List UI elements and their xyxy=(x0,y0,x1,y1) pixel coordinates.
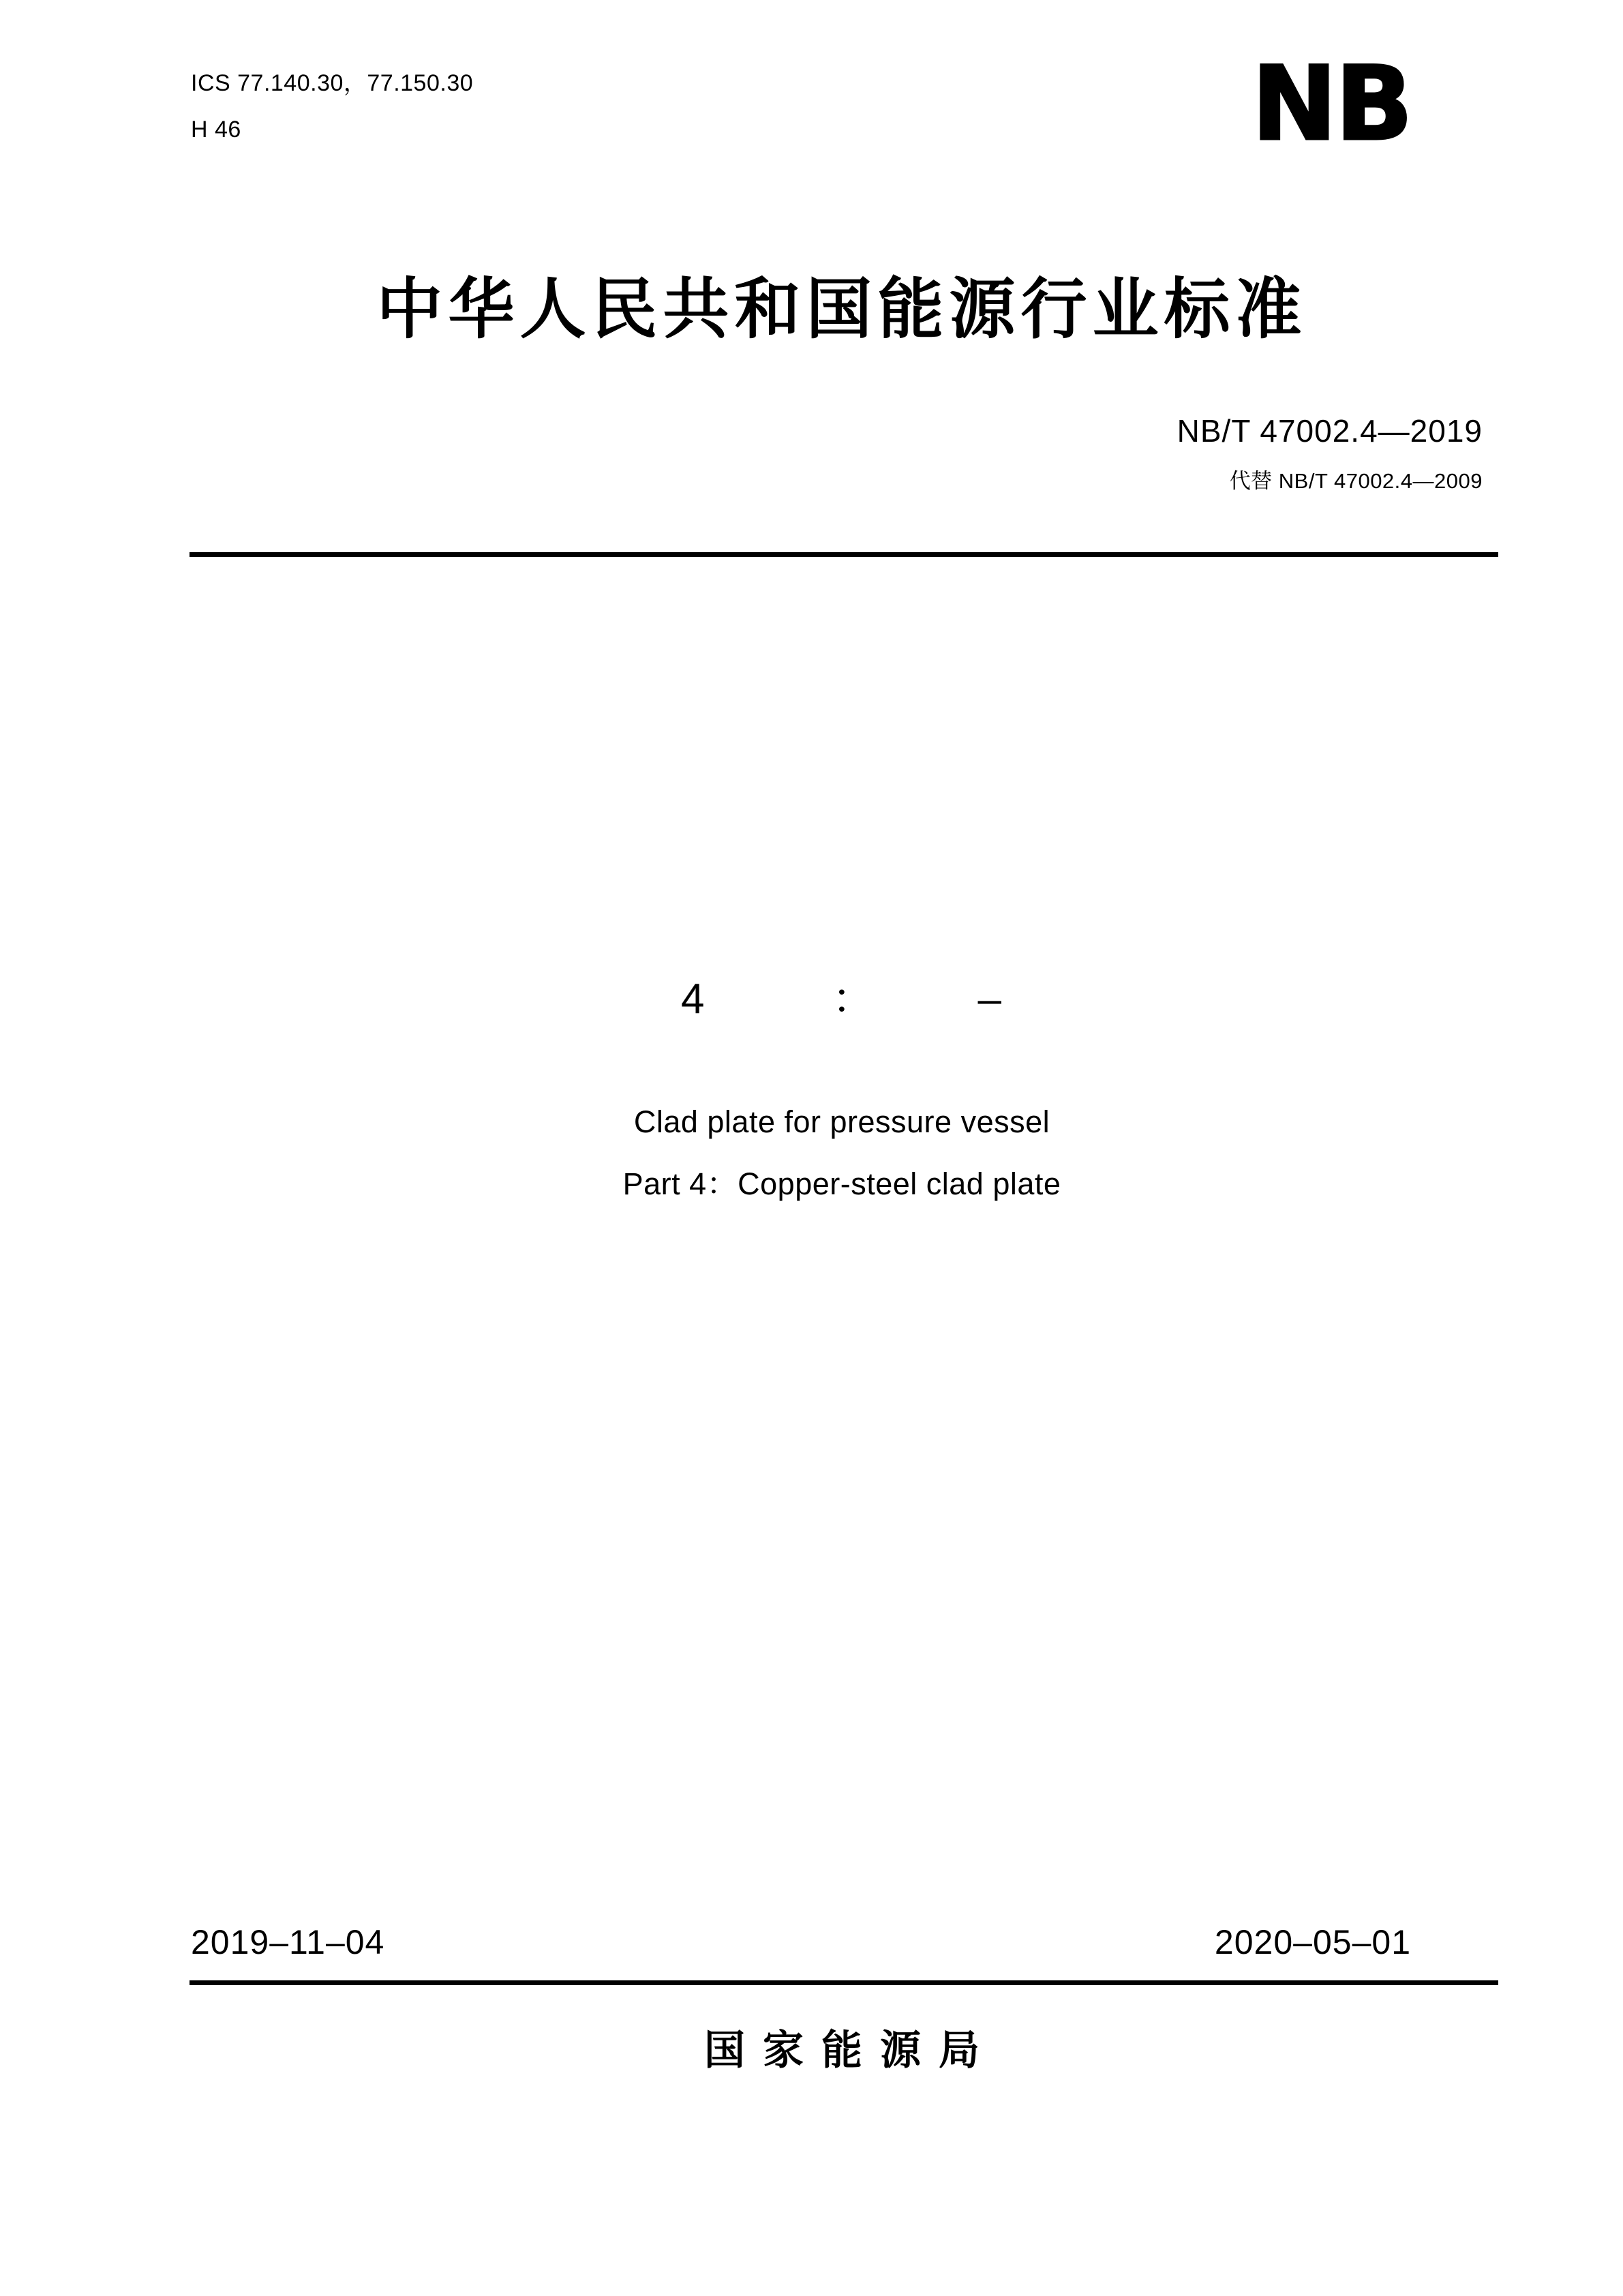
series-title-chinese: 中华人民共和国能源行业标准 xyxy=(376,271,1307,348)
ics-code: ICS 77.140.30，77.150.30 xyxy=(191,70,474,96)
title-colon: ： xyxy=(832,976,876,1023)
footer-divider-rule xyxy=(189,1980,1498,1985)
header-divider-rule xyxy=(189,552,1498,557)
title-chinese-line xyxy=(184,965,1500,1025)
standard-number: NB/T 47002.4—2019 xyxy=(1177,413,1483,449)
title-english-line2: Part 4：Copper-steel clad plate xyxy=(622,1166,1061,1201)
ics-classification-block xyxy=(191,72,473,141)
page-content xyxy=(184,0,1500,2296)
nb-logo: NB xyxy=(1252,45,1411,164)
title-part-number: 4 xyxy=(681,976,706,1023)
title-dash: – xyxy=(977,976,1003,1023)
ccs-code: H 46 xyxy=(191,117,241,142)
implementation-date: 2020–05–01 xyxy=(1214,1923,1411,1961)
issuing-authority: 国家能源局 xyxy=(704,2027,997,2074)
issue-date: 2019–11–04 xyxy=(191,1923,385,1961)
title-english-line1: Clad plate for pressure vessel xyxy=(633,1104,1050,1139)
standard-replaces: 代替 NB/T 47002.4—2009 xyxy=(1229,469,1483,493)
